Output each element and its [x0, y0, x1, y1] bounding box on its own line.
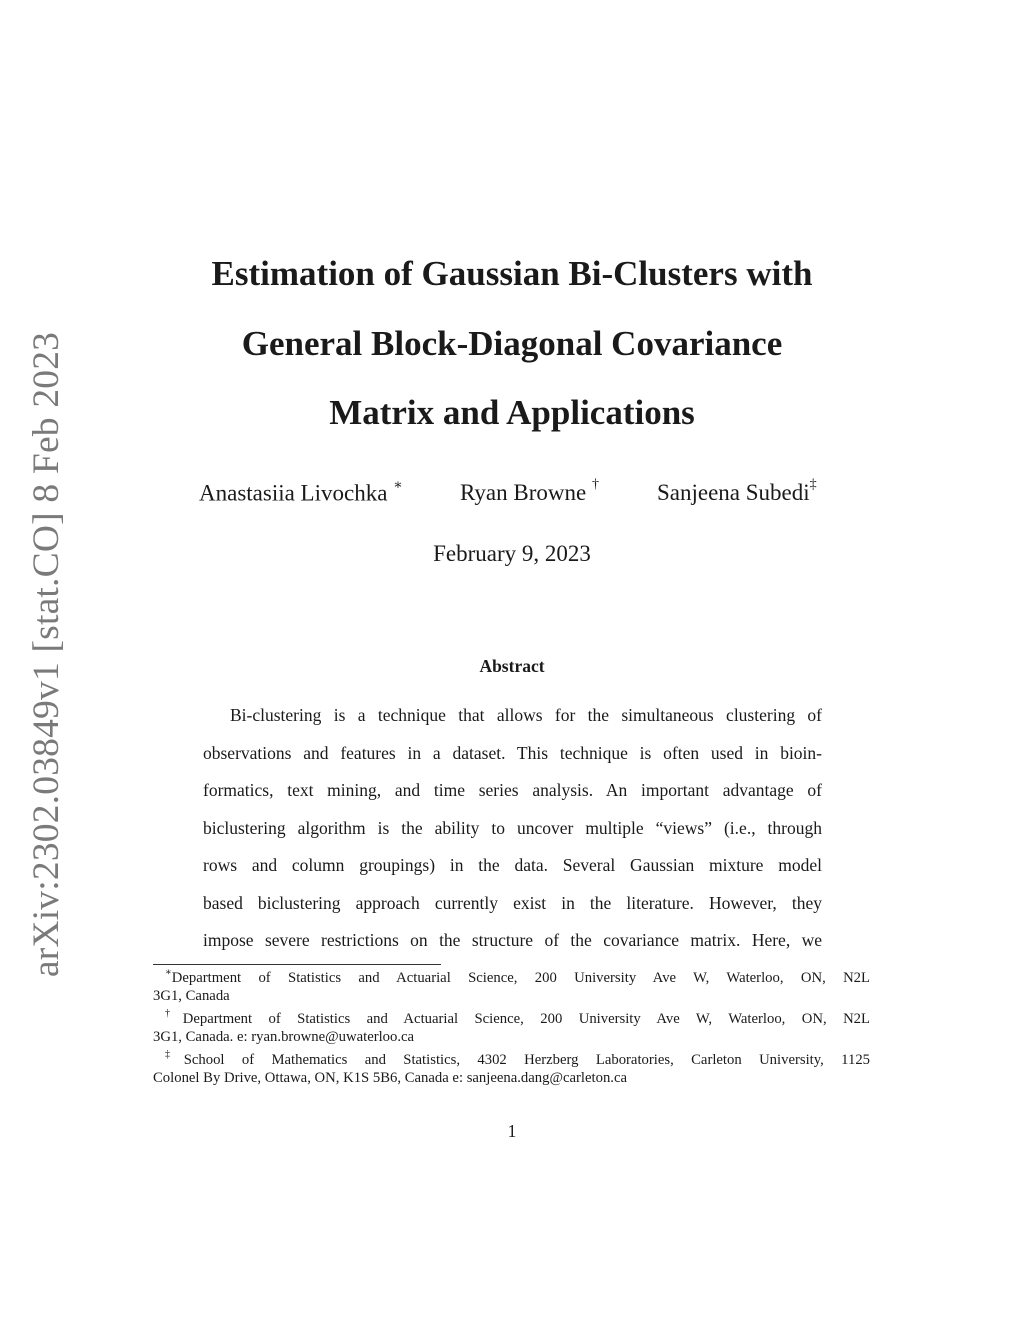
abstract-line: rows and column groupings) in the data. Several Gaussian mixture model — [203, 855, 822, 875]
paper-title-line-2: General Block-Diagonal Covariance — [241, 324, 783, 363]
footnote-1 — [165, 968, 870, 987]
footnote-text: Department of Statistics and Actuarial Science, 200 University Ave W, Waterloo, ON, N2L — [182, 1010, 870, 1027]
footnote-1-continued: 3G1, Canada — [153, 988, 230, 1004]
abstract-line: impose severe restrictions on the structure of the covariance matrix. Here, we — [203, 930, 822, 950]
abstract-line: Bi-clustering is a technique that allows for the simultaneous clustering of — [230, 705, 822, 725]
footnote-mark: ∗ — [165, 967, 172, 978]
footnote-3 — [165, 1050, 870, 1069]
author-3 — [657, 477, 817, 506]
author-list — [0, 477, 1024, 510]
abstract-line: observations and features in a dataset. This technique is often used in bioin- — [203, 743, 822, 763]
author-1 — [199, 480, 403, 507]
paper-title-line-3: Matrix and Applications — [329, 393, 695, 432]
footnote-mark: † — [165, 1008, 183, 1019]
author-footnote-mark: ∗ — [393, 478, 403, 493]
paper-title-line-1: Estimation of Gaussian Bi-Clusters with — [211, 254, 813, 293]
footnote-divider — [153, 964, 441, 965]
author-name: Ryan Browne — [460, 480, 587, 505]
author-name: Sanjeena Subedi — [657, 480, 810, 505]
page-number: 1 — [507, 1121, 517, 1141]
author-2 — [460, 477, 599, 506]
footnote-text: Department of Statistics and Actuarial Science, 200 University Ave W, Waterloo, ON, N2L — [171, 969, 870, 986]
footnote-text: School of Mathematics and Statistics, 4302 Herzberg Laboratories, Carleton University, 1125 — [183, 1051, 871, 1068]
author-name: Anastasiia Livochka — [199, 480, 388, 506]
footnote-mark: ‡ — [165, 1049, 184, 1060]
abstract-line: biclustering algorithm is the ability to uncover multiple “views” (i.e., through — [203, 818, 822, 838]
abstract-line: formatics, text mining, and time series analysis. An important advantage of — [203, 780, 822, 800]
publication-date: February 9, 2023 — [433, 541, 591, 566]
arxiv-id-text: arXiv:2302.03849v1 [stat.CO] 8 Feb 2023 — [26, 331, 68, 977]
footnote-2-continued: 3G1, Canada. e: ryan.browne@uwaterloo.ca — [153, 1029, 415, 1045]
arxiv-side-identifier — [22, 331, 72, 977]
author-footnote-mark: † — [591, 477, 599, 493]
abstract-line: based biclustering approach currently exist in the literature. However, they — [203, 893, 822, 913]
abstract-heading: Abstract — [479, 656, 545, 676]
author-footnote-mark: ‡ — [809, 477, 817, 493]
footnote-2 — [165, 1009, 870, 1028]
footnote-3-continued: Colonel By Drive, Ottawa, ON, K1S 5B6, Canada e: sanjeena.dang@carleton.ca — [153, 1070, 628, 1086]
